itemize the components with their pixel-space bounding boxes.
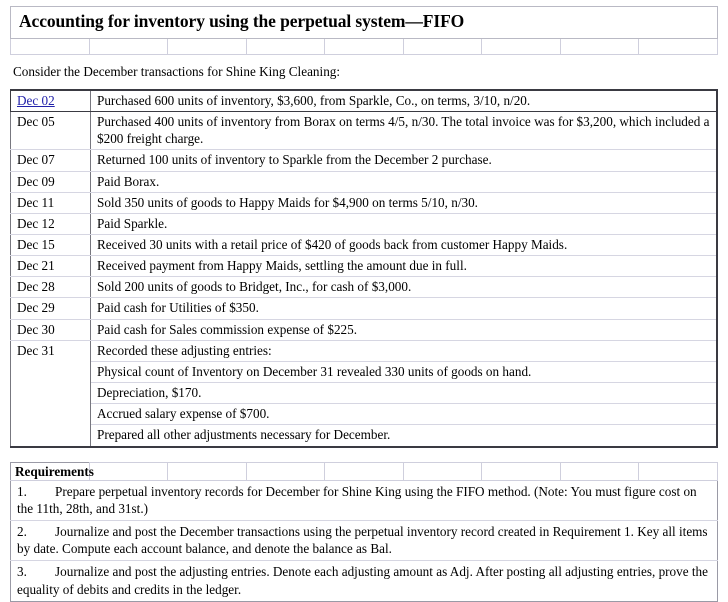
transaction-date-cell: Dec 30	[11, 319, 91, 340]
transaction-date-cell: Dec 21	[11, 256, 91, 277]
adjusting-entry-text: Accrued salary expense of $700.	[91, 404, 718, 425]
transactions-table	[10, 89, 718, 448]
grid-cell	[11, 38, 90, 54]
transaction-description-cell: Received payment from Happy Maids, settling the amount due in full.	[91, 256, 718, 277]
transaction-row	[11, 192, 718, 213]
grid-cell	[246, 462, 325, 480]
transaction-description-cell: Sold 350 units of goods to Happy Maids for $4,900 on terms 5/10, n/30.	[91, 192, 718, 213]
grid-cell	[482, 462, 561, 480]
requirement-cell	[11, 561, 718, 601]
transaction-row	[11, 277, 718, 298]
grid-cell	[639, 462, 718, 480]
transaction-date-cell: Dec 15	[11, 235, 91, 256]
requirement-text: Journalize and post the adjusting entries. Denote each adjusting amount as Adj. After posting all adjusting entries, prove the equality of debits and credits in the ledger.	[17, 564, 708, 597]
grid-cell	[325, 462, 404, 480]
transaction-row	[11, 235, 718, 256]
adjusting-entry-row	[11, 340, 718, 361]
title-row	[11, 7, 718, 39]
adjusting-entry-row	[11, 404, 718, 425]
transaction-date-cell: Dec 29	[11, 298, 91, 319]
transaction-row	[11, 171, 718, 192]
transaction-description-cell: Purchased 400 units of inventory from Borax on terms 4/5, n/30. The total invoice was for $3,200, which included a $200 freight charge.	[91, 112, 718, 150]
grid-cell	[482, 38, 561, 54]
transaction-description-cell: Paid Sparkle.	[91, 213, 718, 234]
requirements-table	[10, 462, 718, 602]
transaction-description-cell: Received 30 units with a retail price of $420 of goods back from customer Happy Maids.	[91, 235, 718, 256]
adjusting-entry-text: Depreciation, $170.	[91, 383, 718, 404]
grid-cell	[168, 462, 247, 480]
transaction-date-cell: Dec 12	[11, 213, 91, 234]
requirement-row	[11, 480, 718, 520]
adjusting-entry-row	[11, 361, 718, 382]
transaction-date-cell: Dec 31	[11, 340, 91, 446]
grid-cell	[560, 38, 639, 54]
grid-cell	[403, 38, 482, 54]
transaction-description-cell: Paid cash for Utilities of $350.	[91, 298, 718, 319]
grid-cell	[246, 38, 325, 54]
title-grid-row	[11, 38, 718, 54]
adjusting-entry-text: Physical count of Inventory on December 31 revealed 330 units of goods on hand.	[91, 361, 718, 382]
transaction-date-cell[interactable]	[11, 90, 91, 112]
intro-text: Consider the December transactions for Shine King Cleaning:	[13, 63, 341, 79]
adjusting-entry-row	[11, 425, 718, 447]
title-table	[10, 6, 718, 55]
transaction-row	[11, 213, 718, 234]
transaction-row	[11, 150, 718, 171]
requirement-number: 2.	[17, 524, 27, 540]
requirement-number: 1.	[17, 483, 27, 499]
transaction-date-cell: Dec 11	[11, 192, 91, 213]
requirement-number: 3.	[17, 564, 27, 580]
transaction-row	[11, 256, 718, 277]
transaction-row	[11, 112, 718, 150]
grid-cell	[89, 38, 168, 54]
requirement-text: Journalize and post the December transactions using the perpetual inventory record created in Requirement 1. Key all items by date. Compute each account balance, and denote the balance as Bal.	[17, 524, 708, 557]
requirement-row	[11, 561, 718, 601]
transaction-row	[11, 298, 718, 319]
transaction-row	[11, 90, 718, 112]
requirements-section	[10, 462, 718, 602]
transaction-date-cell: Dec 09	[11, 171, 91, 192]
requirement-cell	[11, 521, 718, 561]
transaction-description-cell: Sold 200 units of goods to Bridget, Inc., for cash of $3,000.	[91, 277, 718, 298]
transaction-date-link[interactable]: Dec 02	[17, 92, 55, 108]
adjusting-entry-text: Prepared all other adjustments necessary for December.	[91, 425, 718, 447]
grid-cell	[403, 462, 482, 480]
grid-cell	[89, 462, 168, 480]
page-title: Accounting for inventory using the perpetual system—FIFO	[11, 7, 718, 39]
transaction-date-cell: Dec 05	[11, 112, 91, 150]
transaction-date-cell: Dec 28	[11, 277, 91, 298]
grid-cell	[325, 38, 404, 54]
requirement-row	[11, 521, 718, 561]
requirements-heading: Requirements	[11, 462, 90, 480]
transaction-description-cell: Purchased 600 units of inventory, $3,600, from Sparkle, Co., on terms, 3/10, n/20.	[91, 90, 718, 112]
requirements-header-row	[11, 462, 718, 480]
transaction-description-cell: Paid Borax.	[91, 171, 718, 192]
transaction-description-cell: Paid cash for Sales commission expense of $225.	[91, 319, 718, 340]
grid-cell	[168, 38, 247, 54]
adjusting-entry-row	[11, 383, 718, 404]
transaction-description-cell: Returned 100 units of inventory to Sparkle from the December 2 purchase.	[91, 150, 718, 171]
worksheet-page	[0, 6, 728, 597]
requirement-text: Prepare perpetual inventory records for December for Shine King using the FIFO method. (Note: You must figure cost on the 11th, 28th, and 31st.)	[17, 483, 697, 516]
grid-cell	[639, 38, 718, 54]
transaction-row	[11, 319, 718, 340]
grid-cell	[560, 462, 639, 480]
transaction-date-cell: Dec 07	[11, 150, 91, 171]
adjusting-entry-text: Recorded these adjusting entries:	[91, 340, 718, 361]
requirement-cell	[11, 480, 718, 520]
